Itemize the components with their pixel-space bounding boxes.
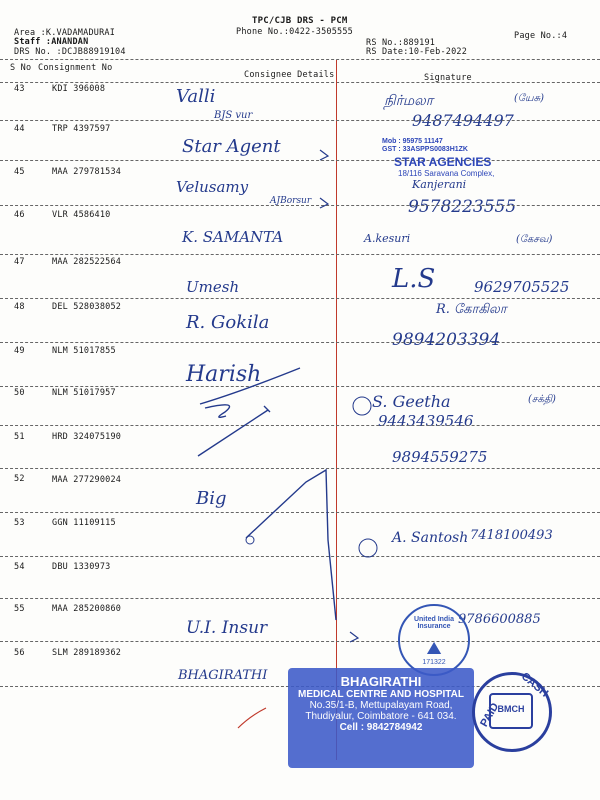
- stamp-mob: Mob : 95975 11147: [382, 138, 443, 145]
- row-sno: 48: [14, 302, 25, 312]
- row-sno: 51: [14, 432, 25, 442]
- row-sno: 53: [14, 518, 25, 528]
- row-consignment: DBU 1330973: [52, 562, 111, 572]
- col-consignment: Consignment No: [38, 63, 113, 73]
- row-signature-phone: 9629705525: [474, 278, 570, 296]
- row-signature-phone: 9578223555: [408, 197, 517, 217]
- rs-number: RS No.:889191: [366, 38, 436, 48]
- hospital-name: BHAGIRATHI: [340, 674, 422, 689]
- row-sno: 52: [14, 474, 25, 484]
- row-signature-phone: 9443439546: [378, 412, 474, 430]
- row-signature: Kanjerani: [412, 178, 467, 191]
- row-signature-phone: 7418100493: [470, 528, 553, 543]
- row-consignment: SLM 289189362: [52, 648, 122, 658]
- row-consignment: VLR 4586410: [52, 210, 111, 220]
- row-consignee: R. Gokila: [186, 312, 270, 333]
- drs-number: DRS No. :DCJB88919104: [14, 47, 126, 57]
- seal-emblem-icon: ⛰: [426, 638, 442, 658]
- col-sno: S No: [10, 63, 32, 73]
- row-consignee: Umesh: [186, 278, 240, 296]
- row-consignee: Big: [196, 488, 227, 509]
- cash-paid-stamp: [472, 672, 552, 752]
- row-consignee: U.I. Insur: [186, 618, 268, 638]
- row-sno: 54: [14, 562, 25, 572]
- row-consignment: NLM 51017855: [52, 346, 116, 356]
- row-consignee-sub: BJS vur: [214, 110, 253, 121]
- area-label: Area :K.VADAMADURAI: [14, 28, 116, 38]
- row-sno: 44: [14, 124, 25, 134]
- row-consignee: Velusamy: [176, 178, 249, 196]
- row-signature: A. Santosh: [392, 530, 469, 546]
- row-consignment: TRP 4397597: [52, 124, 111, 134]
- row-signature-phone: 9487494497: [412, 111, 514, 130]
- row-consignee: Harish: [186, 362, 262, 387]
- hospital-line3: Thudiyalur, Coimbatore - 641 034.: [305, 711, 457, 722]
- row-consignee: K. SAMANTA: [182, 228, 284, 246]
- stamp-name: STAR AGENCIES: [394, 155, 492, 169]
- seal-text: United India Insurance: [413, 616, 455, 630]
- insurance-seal: [398, 604, 470, 676]
- row-consignee: Star Agent: [182, 136, 281, 157]
- row-sno: 43: [14, 84, 25, 94]
- col-consignee: Consignee Details: [244, 70, 335, 80]
- row-consignee-sub: AJBorsur: [270, 196, 312, 206]
- cash-code: BMCH: [489, 693, 533, 729]
- seal-code: 171322: [422, 659, 446, 666]
- hospital-line4: Cell : 9842784942: [339, 722, 423, 733]
- row-signature-note: (சக்தி): [528, 394, 556, 405]
- row-sno: 49: [14, 346, 25, 356]
- row-signature: நிர்மலா: [384, 93, 434, 109]
- star-agencies-stamp: [350, 136, 540, 186]
- row-signature: 9894559275: [392, 448, 488, 466]
- row-signature: A.kesuri: [364, 232, 411, 245]
- row-consignment: GGN 11109115: [52, 518, 116, 528]
- row-signature-note: (யேசு): [514, 93, 544, 104]
- rs-date: RS Date:10-Feb-2022: [366, 47, 468, 57]
- row-signature: S. Geetha: [372, 392, 451, 411]
- row-signature-note: (கேசவ): [516, 234, 553, 245]
- row-signature: 9786600885: [458, 612, 541, 627]
- page-number: Page No.:4: [514, 31, 568, 41]
- row-consignment: DEL 528038052: [52, 302, 122, 312]
- row-consignment: MAA 285200860: [52, 604, 122, 614]
- cash-text: CASH: [518, 670, 551, 700]
- row-signature-phone: 9894203394: [392, 330, 501, 350]
- document-title: TPC/CJB DRS - PCM: [252, 16, 348, 26]
- col-signature: Signature: [424, 73, 472, 83]
- row-consignment: MAA 282522564: [52, 257, 122, 267]
- row-consignment: KDI 396008: [52, 84, 106, 94]
- row-consignment: MAA 277290024: [52, 475, 122, 485]
- row-sno: 56: [14, 648, 25, 658]
- row-consignment: NLM 51017957: [52, 388, 116, 398]
- row-sno: 45: [14, 167, 25, 177]
- row-signature: R. கோகிலா: [436, 302, 507, 317]
- hospital-stamp: [288, 668, 474, 768]
- row-consignment: HRD 324075190: [52, 432, 122, 442]
- row-sno: 46: [14, 210, 25, 220]
- paid-text: PAID: [478, 700, 502, 730]
- row-consignment: MAA 279781534: [52, 167, 122, 177]
- row-consignee: BHAGIRATHI: [178, 668, 268, 683]
- staff-label: Staff :ANANDAN: [14, 37, 89, 47]
- hospital-line2: No.35/1-B, Mettupalayam Road,: [309, 700, 453, 711]
- row-sno: 55: [14, 604, 25, 614]
- row-sno: 47: [14, 257, 25, 267]
- hospital-line1: MEDICAL CENTRE AND HOSPITAL: [298, 689, 464, 700]
- stamp-gst: GST : 33ASPPS0083H1ZK: [382, 146, 468, 153]
- row-consignee: Valli: [176, 86, 216, 107]
- stamp-address: 18/116 Saravana Complex,: [398, 169, 495, 178]
- row-signature: L.S: [392, 264, 436, 294]
- phone-number: Phone No.:0422-3505555: [236, 27, 353, 37]
- row-sno: 50: [14, 388, 25, 398]
